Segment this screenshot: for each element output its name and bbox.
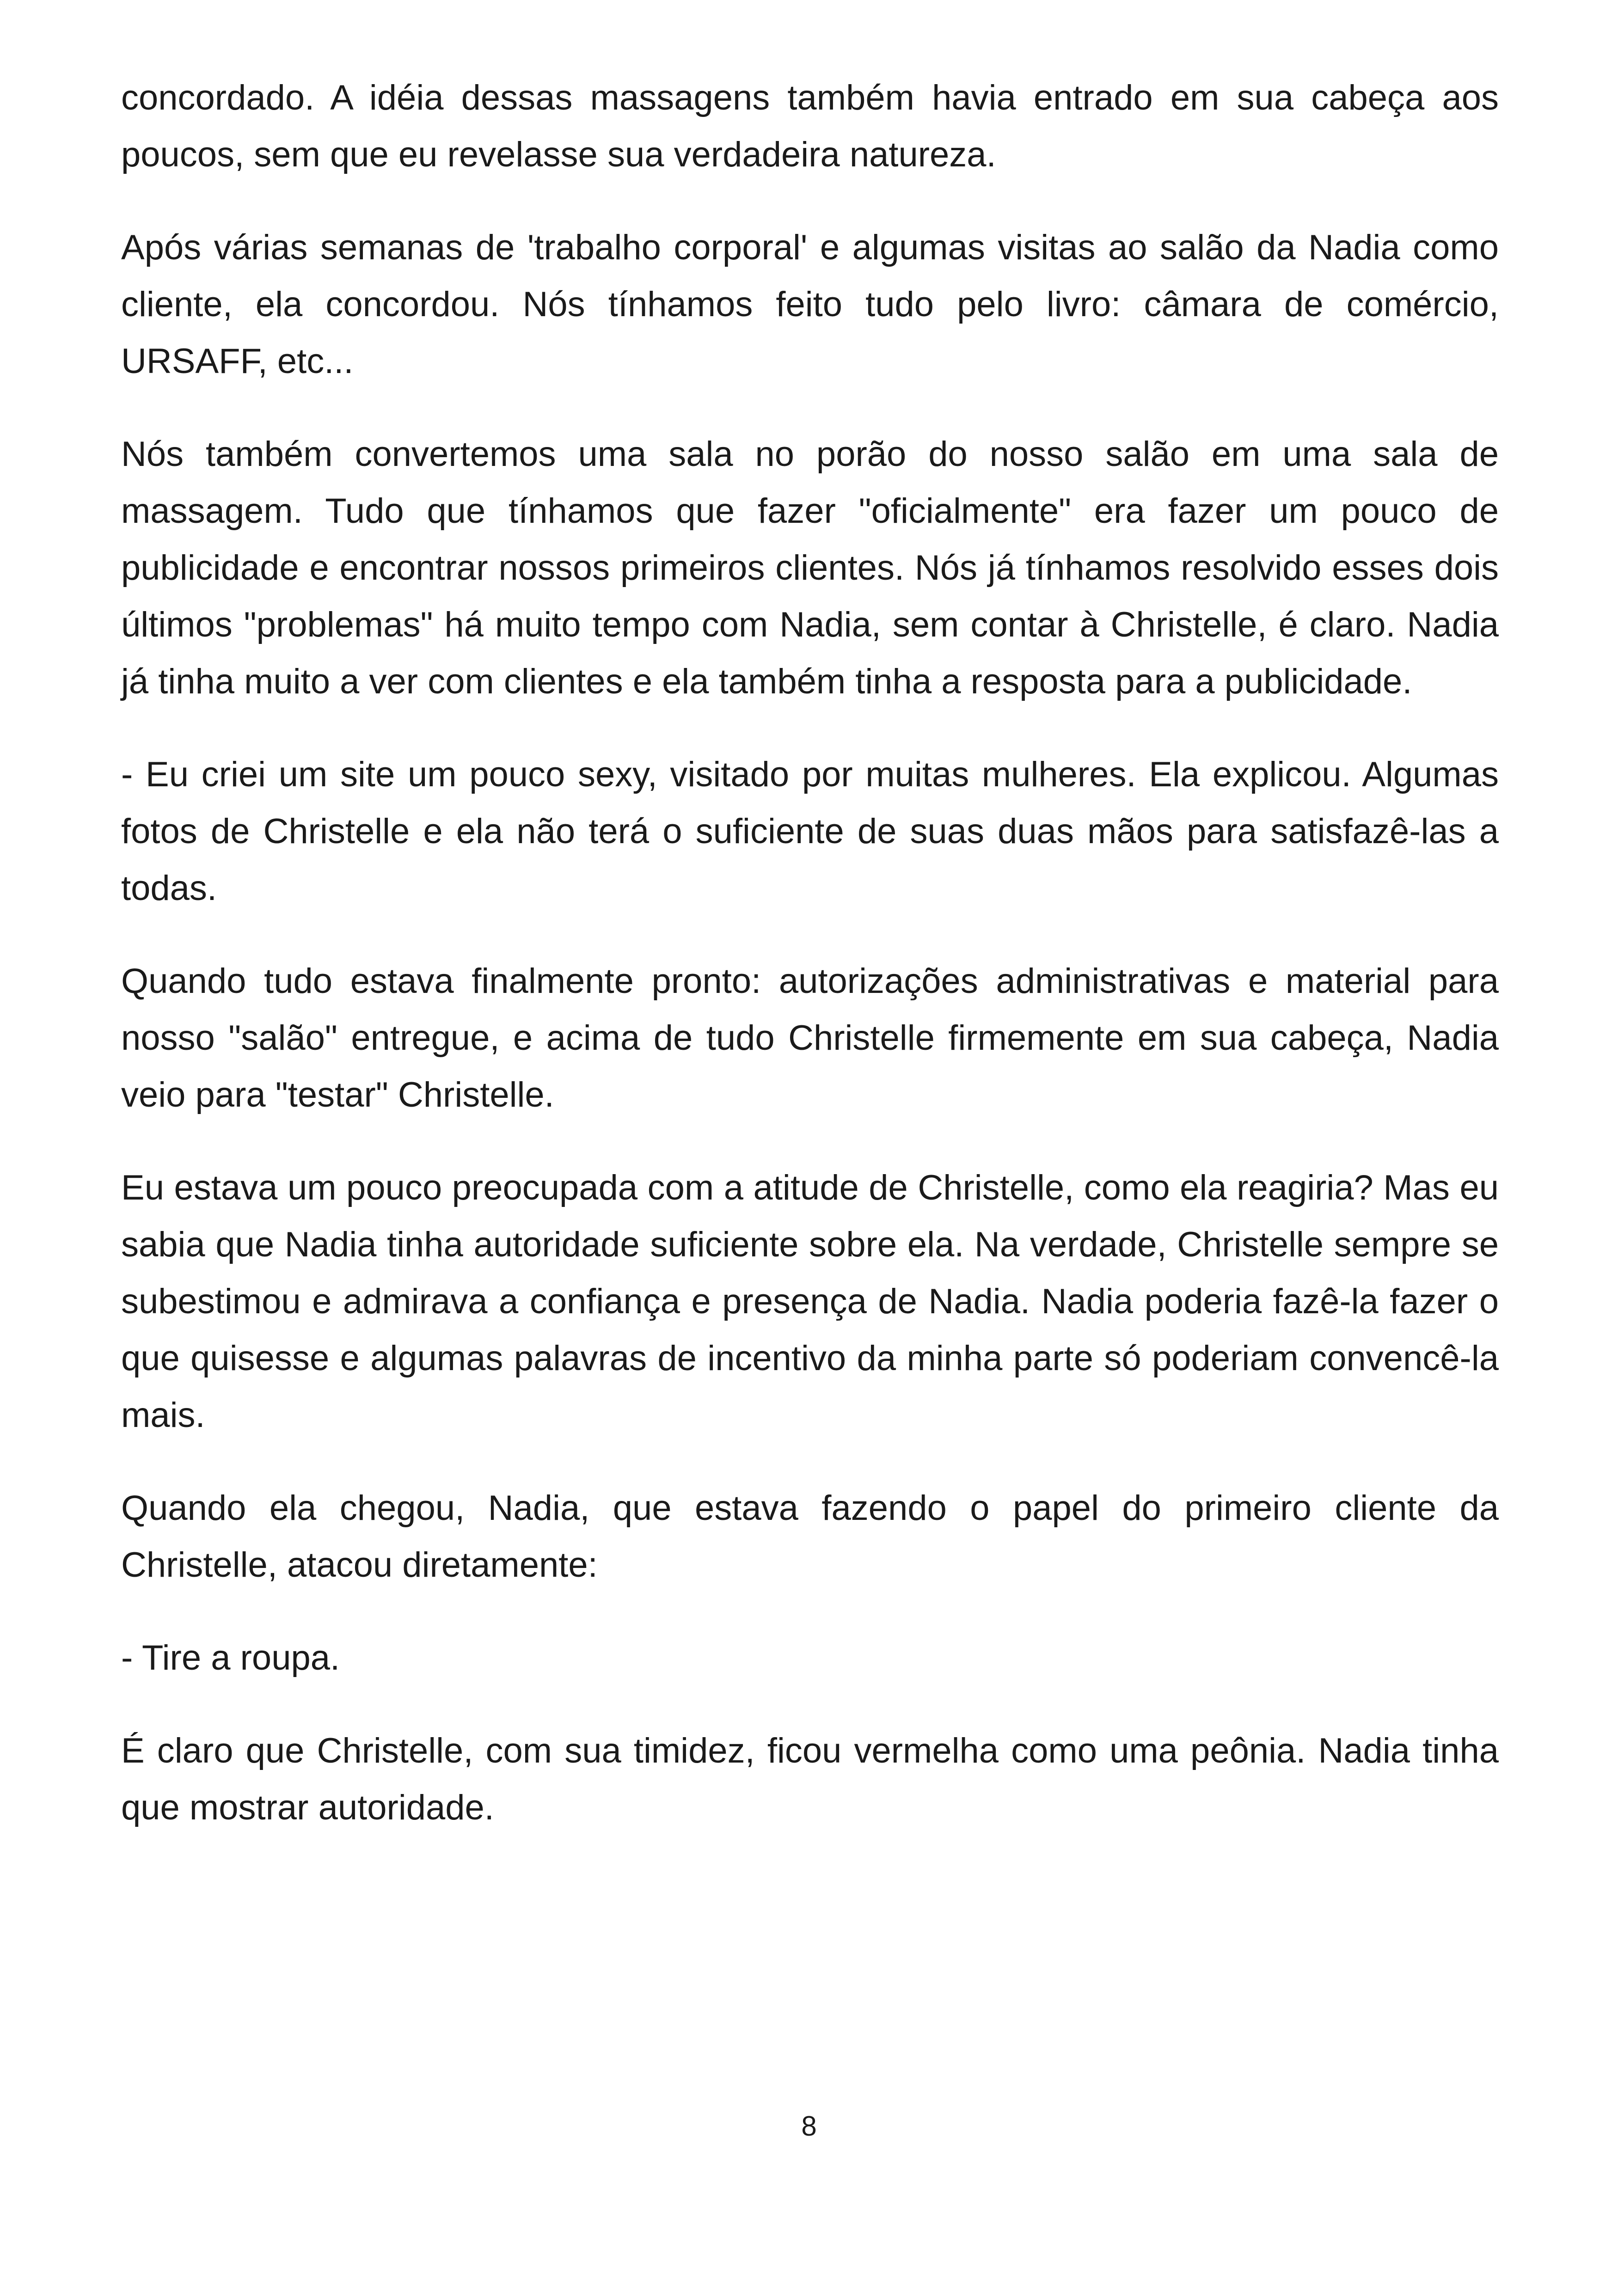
paragraph: Quando tudo estava finalmente pronto: autorizações administrativas e material para nosso "salão" entregue, e acima de tudo Christelle firmemente em sua cabeça, Nadia veio para "testar" Christelle. bbox=[121, 961, 1499, 1114]
paragraph: Quando ela chegou, Nadia, que estava fazendo o papel do primeiro cliente da Christelle, atacou diretamente: bbox=[121, 1488, 1499, 1585]
document-body bbox=[121, 69, 1499, 1872]
paragraph: É claro que Christelle, com sua timidez, ficou vermelha como uma peônia. Nadia tinha que mostrar autoridade. bbox=[121, 1731, 1499, 1827]
paragraph: - Tire a roupa. bbox=[121, 1638, 340, 1678]
paragraph: Nós também convertemos uma sala no porão do nosso salão em uma sala de massagem. Tudo que tínhamos que fazer "oficialmente" era fazer um pouco de publicidade e encontrar nossos primeiros clientes. Nós já tínhamos resolvido esses dois últimos "problemas" há muito tempo com Nadia, sem contar à Christelle, é claro. Nadia já tinha muito a ver com clientes e ela também tinha a resposta para a publicidade. bbox=[121, 435, 1499, 701]
paragraph: - Eu criei um site um pouco sexy, visitado por muitas mulheres. Ela explicou. Algumas fotos de Christelle e ela não terá o suficiente de suas duas mãos para satisfazê-las a todas. bbox=[121, 755, 1499, 908]
paragraph: Após várias semanas de 'trabalho corporal' e algumas visitas ao salão da Nadia como cliente, ela concordou. Nós tínhamos feito tudo pelo livro: câmara de comércio, URSAFF, etc... bbox=[121, 228, 1499, 381]
page-number: 8 bbox=[801, 2111, 817, 2142]
paragraph: concordado. A idéia dessas massagens também havia entrado em sua cabeça aos poucos, sem que eu revelasse sua verdadeira natureza. bbox=[121, 78, 1499, 174]
paragraph: Eu estava um pouco preocupada com a atitude de Christelle, como ela reagiria? Mas eu sabia que Nadia tinha autoridade suficiente sobre ela. Na verdade, Christelle sempre se subestimou e admirava a confiança e presença de Nadia. Nadia poderia fazê-la fazer o que quisesse e algumas palavras de incentivo da minha parte só poderiam convencê-la mais. bbox=[121, 1168, 1499, 1435]
